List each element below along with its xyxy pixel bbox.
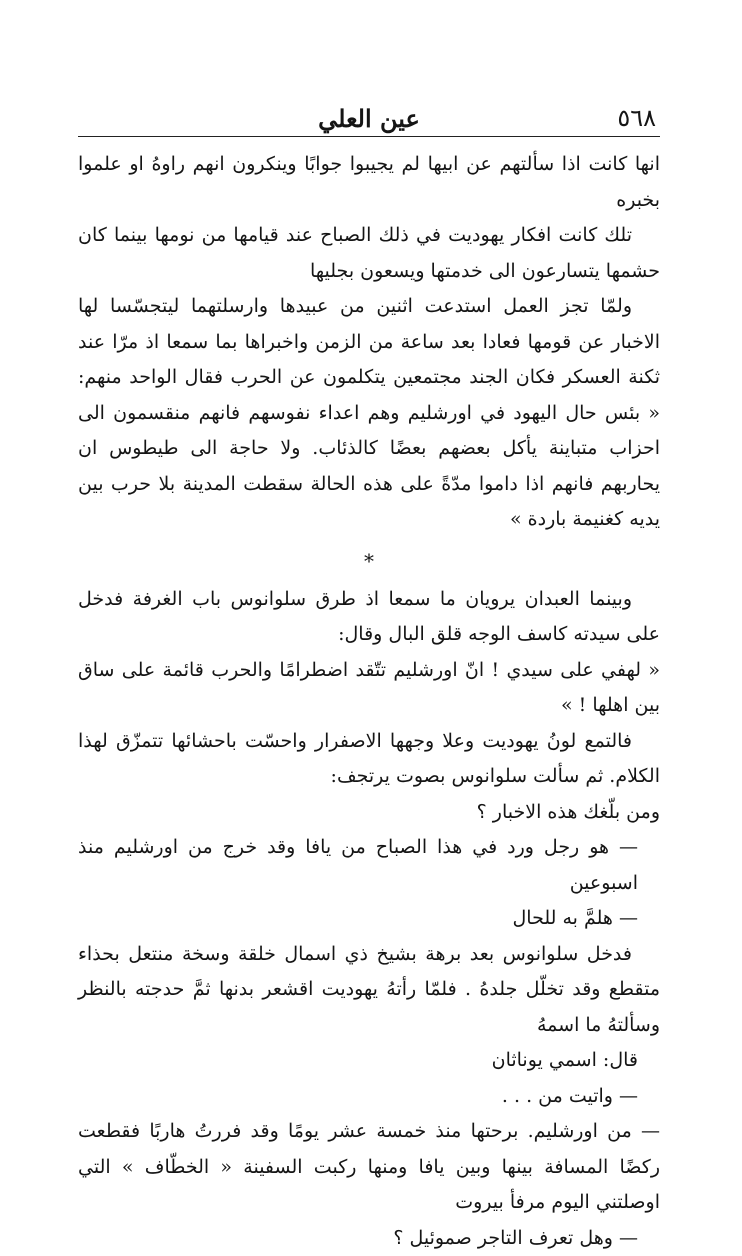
dialogue-line: — هلمَّ به للحال bbox=[78, 901, 660, 937]
paragraph: تلك كانت افكار يهوديت في ذلك الصباح عند قيامها من نومها بينما كان حشمها يتسارعون الى خدمتها ويسعون بجليها bbox=[78, 218, 660, 289]
dialogue-line: « لهفي على سيدي ! انّ اورشليم تتّقد اضطرامًا والحرب قائمة على ساق بين اهلها ! » bbox=[78, 653, 660, 724]
dialogue-line: قال: اسمي يوناثان bbox=[78, 1043, 660, 1079]
dialogue-line: — هو رجل ورد في هذا الصباح من يافا وقد خرج من اورشليم منذ اسبوعين bbox=[78, 830, 660, 901]
dialogue-line: — وهل تعرف التاجر صموئيل ؟ bbox=[78, 1221, 660, 1256]
page-body bbox=[78, 147, 660, 1256]
page-header bbox=[78, 104, 660, 137]
section-separator: * bbox=[78, 544, 660, 578]
paragraph: فالتمع لونُ يهوديت وعلا وجهها الاصفرار واحسّت باحشائها تتمزّق لهذا الكلام. ثم سألت سلوانوس بصوت يرتجف: bbox=[78, 724, 660, 795]
paragraph: فدخل سلوانوس بعد برهة بشيخ ذي اسمال خلقة وسخة منتعل بحذاء متقطع وقد تخلّل جلدهُ . فلمّا رأتهُ يهوديت اقشعر بدنها ثمَّ حدجته بالنظر وسألتهُ ما اسمهُ bbox=[78, 937, 660, 1044]
paragraph: وبينما العبدان يرويان ما سمعا اذ طرق سلوانوس باب الغرفة فدخل على سيدته كاسف الوجه قلق البال وقال: bbox=[78, 582, 660, 653]
dialogue-line: ومن بلّغك هذه الاخبار ؟ bbox=[78, 795, 660, 831]
dialogue-line: — من اورشليم. برحتها منذ خمسة عشر يومًا وقد فررتُ هاربًا فقطعت ركضًا المسافة بينها وبين يافا ومنها ركبت السفينة « الخطّاف » التي اوصلتني اليوم مرفأ بيروت bbox=[78, 1114, 660, 1221]
running-title: عين العلي bbox=[78, 104, 660, 133]
dialogue-line: — واتيت من . . . bbox=[78, 1079, 660, 1115]
paragraph: انها كانت اذا سألتهم عن ابيها لم يجيبوا جوابًا وينكرون انهم راوهُ او علموا بخبره bbox=[78, 147, 660, 218]
page-number: ٥٦٨ bbox=[617, 104, 656, 132]
paragraph: ولمّا تجز العمل استدعت اثنين من عبيدها وارسلتهما ليتجسّسا لها الاخبار عن قومها فعادا بعد ساعة من الزمن واخبراها بما سمعا اذ مرّا عند ثكنة العسكر فكان الجند مجتمعين يتكلمون عن الحرب فقال الواحد منهم: « بئس حال اليهود في اورشليم وهم اعداء نفوسهم فانهم منقسمون الى احزاب متباينة يأكل بعضهم بعضًا كالذئاب. ولا حاجة الى طيطوس ان يحاربهم فانهم اذا داموا مدّةً على هذه الحالة سقطت المدينة بلا حرب بين يديه كغنيمة باردة » bbox=[78, 289, 660, 538]
